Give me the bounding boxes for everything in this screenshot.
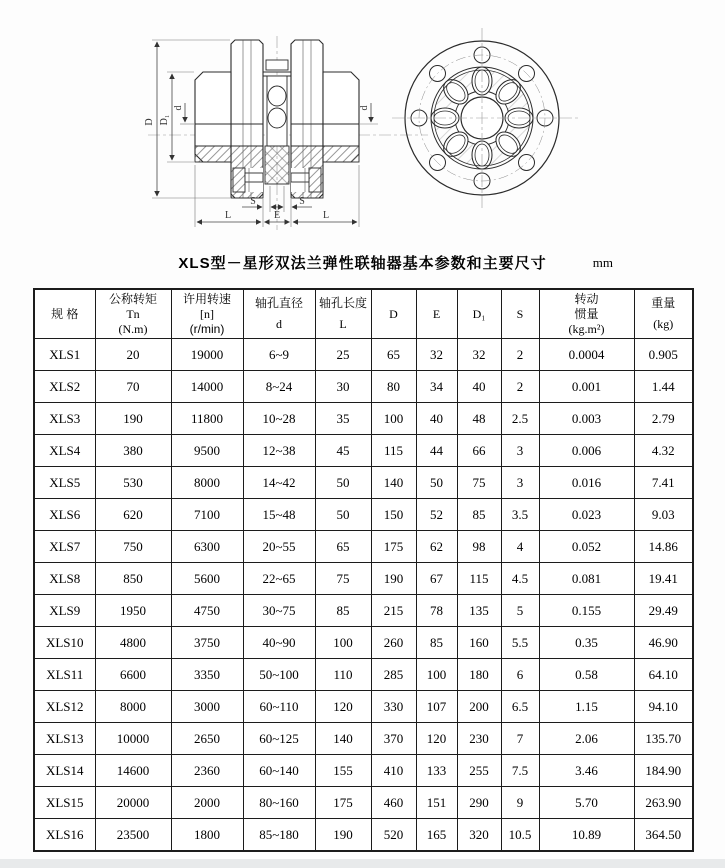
column-header-S: S <box>501 289 539 339</box>
value-cell: 120 <box>315 691 371 723</box>
value-cell: 1.44 <box>634 371 693 403</box>
value-cell: 65 <box>371 339 416 371</box>
value-cell: 19.41 <box>634 563 693 595</box>
value-cell: 14000 <box>171 371 243 403</box>
value-cell: 263.90 <box>634 787 693 819</box>
value-cell: 6300 <box>171 531 243 563</box>
value-cell: 190 <box>371 563 416 595</box>
dim-label-E: E <box>273 210 281 221</box>
value-cell: 4750 <box>171 595 243 627</box>
dim-label-L-left: L <box>224 210 232 221</box>
value-cell: 2 <box>501 339 539 371</box>
value-cell: 62 <box>416 531 457 563</box>
value-cell: 0.001 <box>539 371 634 403</box>
value-cell: 2.5 <box>501 403 539 435</box>
value-cell: 2360 <box>171 755 243 787</box>
document-title: XLS型－星形双法兰弹性联轴器基本参数和主要尺寸 <box>178 255 547 272</box>
value-cell: 3.46 <box>539 755 634 787</box>
model-cell: XLS10 <box>34 627 95 659</box>
value-cell: 60~140 <box>243 755 315 787</box>
column-header-speed: 许用转速 [n] (r/min) <box>171 289 243 339</box>
value-cell: 3 <box>501 467 539 499</box>
value-cell: 44 <box>416 435 457 467</box>
value-cell: 364.50 <box>634 819 693 852</box>
value-cell: 32 <box>457 339 501 371</box>
value-cell: 330 <box>371 691 416 723</box>
model-cell: XLS7 <box>34 531 95 563</box>
value-cell: 10~28 <box>243 403 315 435</box>
column-header-D: D <box>371 289 416 339</box>
table-row <box>34 531 693 563</box>
value-cell: 5.70 <box>539 787 634 819</box>
value-cell: 85 <box>416 627 457 659</box>
value-cell: 0.016 <box>539 467 634 499</box>
value-cell: 7 <box>501 723 539 755</box>
value-cell: 85 <box>315 595 371 627</box>
value-cell: 6600 <box>95 659 171 691</box>
value-cell: 14~42 <box>243 467 315 499</box>
value-cell: 0.58 <box>539 659 634 691</box>
value-cell: 65 <box>315 531 371 563</box>
value-cell: 4 <box>501 531 539 563</box>
value-cell: 4.32 <box>634 435 693 467</box>
technical-drawing-svg <box>0 0 725 248</box>
value-cell: 50 <box>416 467 457 499</box>
dim-label-d-left: d <box>173 105 184 111</box>
table-row <box>34 563 693 595</box>
value-cell: 52 <box>416 499 457 531</box>
value-cell: 0.052 <box>539 531 634 563</box>
dimension-d-right <box>359 103 378 124</box>
value-cell: 75 <box>315 563 371 595</box>
value-cell: 115 <box>457 563 501 595</box>
value-cell: 4800 <box>95 627 171 659</box>
column-header-spec: 规 格 <box>34 289 95 339</box>
value-cell: 6~9 <box>243 339 315 371</box>
value-cell: 3000 <box>171 691 243 723</box>
value-cell: 98 <box>457 531 501 563</box>
table-row <box>34 659 693 691</box>
value-cell: 190 <box>95 403 171 435</box>
spec-table-head <box>34 289 693 339</box>
column-header-inertia: 转动 惯量 (kg.m²) <box>539 289 634 339</box>
value-cell: 200 <box>457 691 501 723</box>
spec-table-header-row <box>34 289 693 339</box>
value-cell: 850 <box>95 563 171 595</box>
dim-label-D1: D₁ <box>159 114 170 126</box>
unit-label: mm <box>592 255 613 270</box>
value-cell: 0.35 <box>539 627 634 659</box>
model-cell: XLS13 <box>34 723 95 755</box>
value-cell: 46.90 <box>634 627 693 659</box>
dimension-d-left <box>173 103 194 124</box>
value-cell: 100 <box>315 627 371 659</box>
value-cell: 160 <box>457 627 501 659</box>
value-cell: 10.5 <box>501 819 539 852</box>
value-cell: 165 <box>416 819 457 852</box>
model-cell: XLS9 <box>34 595 95 627</box>
dim-label-d-right: d <box>359 105 370 111</box>
value-cell: 320 <box>457 819 501 852</box>
column-header-torque: 公称转矩 Tn (N.m) <box>95 289 171 339</box>
dim-label-S-right: S <box>299 196 305 207</box>
value-cell: 520 <box>371 819 416 852</box>
dim-label-S-left: S <box>250 196 256 207</box>
value-cell: 140 <box>315 723 371 755</box>
value-cell: 2.06 <box>539 723 634 755</box>
column-header-bore-dia: 轴孔直径 d <box>243 289 315 339</box>
value-cell: 20000 <box>95 787 171 819</box>
value-cell: 10.89 <box>539 819 634 852</box>
value-cell: 175 <box>315 787 371 819</box>
section-view <box>144 36 428 230</box>
spec-table-body <box>34 339 693 852</box>
value-cell: 10000 <box>95 723 171 755</box>
column-header-E: E <box>416 289 457 339</box>
value-cell: 75 <box>457 467 501 499</box>
value-cell: 60~110 <box>243 691 315 723</box>
value-cell: 3350 <box>171 659 243 691</box>
table-row <box>34 371 693 403</box>
value-cell: 85~180 <box>243 819 315 852</box>
value-cell: 67 <box>416 563 457 595</box>
model-cell: XLS2 <box>34 371 95 403</box>
front-view <box>392 28 578 208</box>
table-row <box>34 819 693 852</box>
value-cell: 100 <box>371 403 416 435</box>
value-cell: 2 <box>501 371 539 403</box>
table-row <box>34 691 693 723</box>
table-row <box>34 435 693 467</box>
title-row <box>0 252 725 276</box>
value-cell: 2650 <box>171 723 243 755</box>
value-cell: 0.155 <box>539 595 634 627</box>
value-cell: 107 <box>416 691 457 723</box>
value-cell: 5.5 <box>501 627 539 659</box>
value-cell: 66 <box>457 435 501 467</box>
value-cell: 8~24 <box>243 371 315 403</box>
dimension-D1 <box>159 72 194 162</box>
value-cell: 140 <box>371 467 416 499</box>
value-cell: 12~38 <box>243 435 315 467</box>
value-cell: 78 <box>416 595 457 627</box>
table-row <box>34 499 693 531</box>
value-cell: 40~90 <box>243 627 315 659</box>
value-cell: 11800 <box>171 403 243 435</box>
value-cell: 50 <box>315 499 371 531</box>
value-cell: 4.5 <box>501 563 539 595</box>
value-cell: 2000 <box>171 787 243 819</box>
value-cell: 7.5 <box>501 755 539 787</box>
model-cell: XLS8 <box>34 563 95 595</box>
value-cell: 9500 <box>171 435 243 467</box>
dim-label-D: D <box>144 118 155 126</box>
table-row <box>34 787 693 819</box>
value-cell: 180 <box>457 659 501 691</box>
value-cell: 7.41 <box>634 467 693 499</box>
spec-table <box>33 288 694 852</box>
table-row <box>34 723 693 755</box>
table-row <box>34 339 693 371</box>
value-cell: 190 <box>315 819 371 852</box>
value-cell: 260 <box>371 627 416 659</box>
value-cell: 255 <box>457 755 501 787</box>
value-cell: 150 <box>371 499 416 531</box>
value-cell: 64.10 <box>634 659 693 691</box>
value-cell: 120 <box>416 723 457 755</box>
value-cell: 20 <box>95 339 171 371</box>
value-cell: 60~125 <box>243 723 315 755</box>
table-row <box>34 595 693 627</box>
value-cell: 750 <box>95 531 171 563</box>
value-cell: 80~160 <box>243 787 315 819</box>
model-cell: XLS1 <box>34 339 95 371</box>
value-cell: 29.49 <box>634 595 693 627</box>
value-cell: 184.90 <box>634 755 693 787</box>
value-cell: 50~100 <box>243 659 315 691</box>
column-header-bore-len: 轴孔长度 L <box>315 289 371 339</box>
value-cell: 14.86 <box>634 531 693 563</box>
value-cell: 133 <box>416 755 457 787</box>
model-cell: XLS4 <box>34 435 95 467</box>
value-cell: 410 <box>371 755 416 787</box>
model-cell: XLS16 <box>34 819 95 852</box>
value-cell: 0.0004 <box>539 339 634 371</box>
value-cell: 94.10 <box>634 691 693 723</box>
technical-drawing <box>0 0 725 248</box>
value-cell: 8000 <box>171 467 243 499</box>
table-row <box>34 467 693 499</box>
model-cell: XLS3 <box>34 403 95 435</box>
value-cell: 370 <box>371 723 416 755</box>
value-cell: 115 <box>371 435 416 467</box>
value-cell: 9.03 <box>634 499 693 531</box>
value-cell: 20~55 <box>243 531 315 563</box>
model-cell: XLS11 <box>34 659 95 691</box>
value-cell: 48 <box>457 403 501 435</box>
value-cell: 290 <box>457 787 501 819</box>
model-cell: XLS6 <box>34 499 95 531</box>
value-cell: 530 <box>95 467 171 499</box>
table-row <box>34 627 693 659</box>
value-cell: 30~75 <box>243 595 315 627</box>
value-cell: 0.081 <box>539 563 634 595</box>
value-cell: 23500 <box>95 819 171 852</box>
value-cell: 14600 <box>95 755 171 787</box>
value-cell: 285 <box>371 659 416 691</box>
dim-label-L-right: L <box>322 210 330 221</box>
value-cell: 0.006 <box>539 435 634 467</box>
page-bottom-edge <box>0 859 725 868</box>
value-cell: 151 <box>416 787 457 819</box>
value-cell: 22~65 <box>243 563 315 595</box>
value-cell: 1950 <box>95 595 171 627</box>
value-cell: 3750 <box>171 627 243 659</box>
value-cell: 5600 <box>171 563 243 595</box>
value-cell: 8000 <box>95 691 171 723</box>
value-cell: 3 <box>501 435 539 467</box>
value-cell: 40 <box>457 371 501 403</box>
column-header-D1: D₁ <box>457 289 501 339</box>
value-cell: 6 <box>501 659 539 691</box>
value-cell: 230 <box>457 723 501 755</box>
value-cell: 460 <box>371 787 416 819</box>
value-cell: 25 <box>315 339 371 371</box>
value-cell: 215 <box>371 595 416 627</box>
value-cell: 135 <box>457 595 501 627</box>
value-cell: 5 <box>501 595 539 627</box>
value-cell: 1800 <box>171 819 243 852</box>
value-cell: 40 <box>416 403 457 435</box>
table-row <box>34 403 693 435</box>
value-cell: 110 <box>315 659 371 691</box>
value-cell: 6.5 <box>501 691 539 723</box>
value-cell: 0.905 <box>634 339 693 371</box>
value-cell: 85 <box>457 499 501 531</box>
value-cell: 1.15 <box>539 691 634 723</box>
value-cell: 19000 <box>171 339 243 371</box>
model-cell: XLS14 <box>34 755 95 787</box>
value-cell: 0.023 <box>539 499 634 531</box>
value-cell: 175 <box>371 531 416 563</box>
value-cell: 34 <box>416 371 457 403</box>
value-cell: 35 <box>315 403 371 435</box>
model-cell: XLS5 <box>34 467 95 499</box>
value-cell: 32 <box>416 339 457 371</box>
value-cell: 155 <box>315 755 371 787</box>
value-cell: 80 <box>371 371 416 403</box>
value-cell: 620 <box>95 499 171 531</box>
value-cell: 70 <box>95 371 171 403</box>
value-cell: 15~48 <box>243 499 315 531</box>
value-cell: 9 <box>501 787 539 819</box>
model-cell: XLS15 <box>34 787 95 819</box>
value-cell: 2.79 <box>634 403 693 435</box>
table-row <box>34 755 693 787</box>
value-cell: 7100 <box>171 499 243 531</box>
value-cell: 45 <box>315 435 371 467</box>
value-cell: 30 <box>315 371 371 403</box>
value-cell: 135.70 <box>634 723 693 755</box>
value-cell: 0.003 <box>539 403 634 435</box>
column-header-weight: 重量 (kg) <box>634 289 693 339</box>
value-cell: 100 <box>416 659 457 691</box>
model-cell: XLS12 <box>34 691 95 723</box>
value-cell: 3.5 <box>501 499 539 531</box>
value-cell: 380 <box>95 435 171 467</box>
value-cell: 50 <box>315 467 371 499</box>
